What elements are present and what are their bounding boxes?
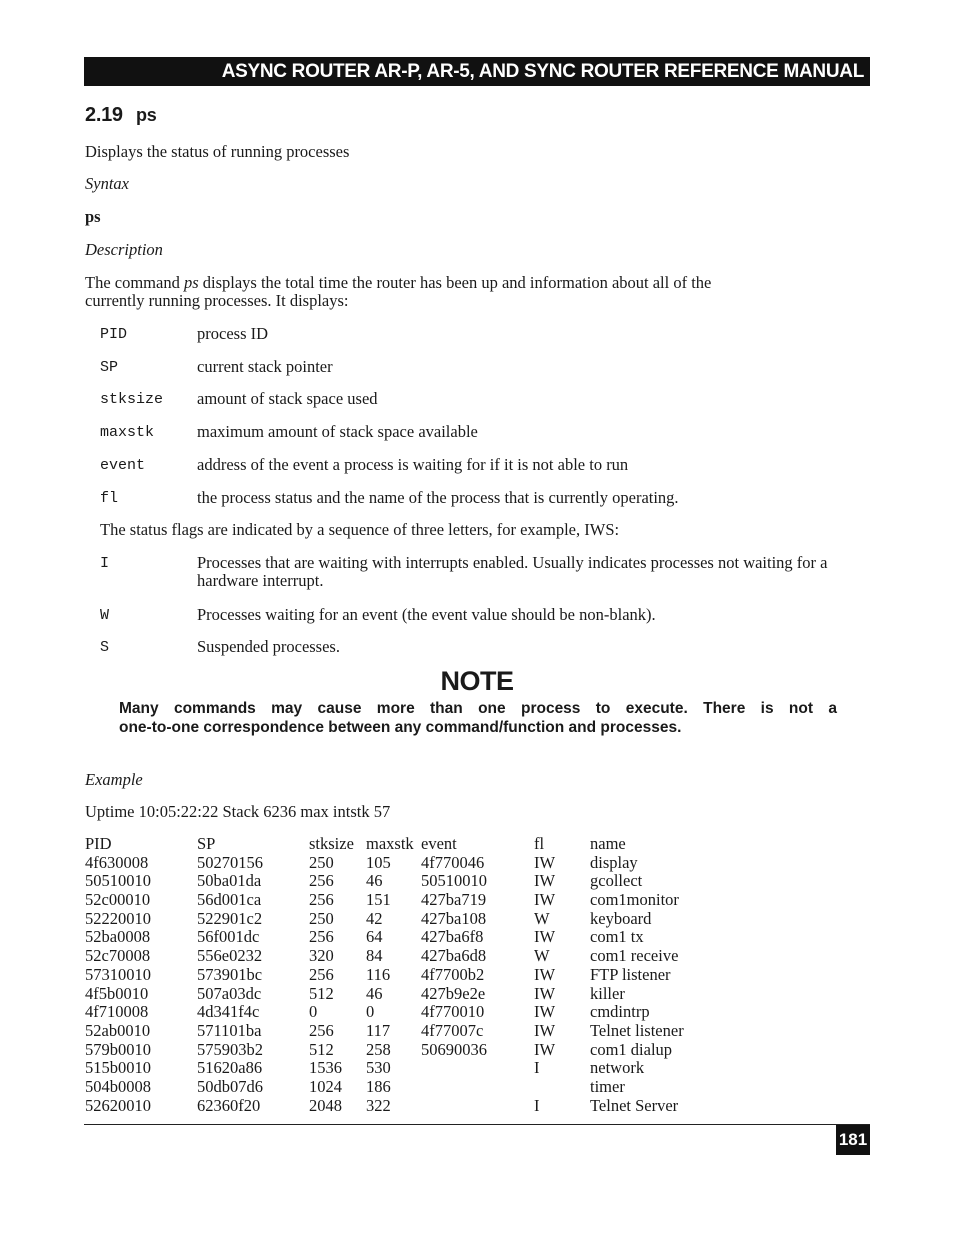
footer-rule [84,1124,870,1125]
section-number: 2.19 [85,104,123,126]
table-cell: IW [534,927,556,947]
col-header: fl [534,834,545,853]
table-cell: 0 [309,1002,318,1022]
table-cell: 515b0010 [85,1058,151,1078]
page-number [836,1125,870,1155]
table-cell: network [590,1058,645,1078]
table-cell: 2048 [309,1095,342,1115]
table-cell: IW [534,983,556,1003]
table-cell: I [534,1095,540,1115]
table-cell: 64 [366,927,383,947]
field-desc: the process status and the name of the process that is currently operating. [197,488,679,507]
table-cell: 62360f20 [197,1095,261,1115]
table-cell: 151 [366,890,391,910]
flag-desc: Processes that are waiting with interrupts enabled. Usually indicates processes not waiting for a hardware interrupt. [197,553,828,590]
table-cell: 4d341f4c [197,1002,260,1022]
table-cell: 573901bc [197,964,263,984]
table-cell: 186 [366,1076,391,1096]
table-cell: com1 dialup [590,1039,673,1059]
description-paragraph [85,274,875,310]
table-cell: com1 tx [590,927,644,947]
table-cell: 52620010 [85,1095,151,1115]
table-cell: 52c70008 [85,946,151,966]
table-cell: IW [534,1002,556,1022]
table-cell: keyboard [590,908,652,928]
table-cell: 56f001dc [197,927,260,947]
table-cell: 4f5b0010 [85,983,149,1003]
field-desc: address of the event a process is waiting for if it is not able to run [197,455,629,474]
running-header [84,57,870,86]
table-cell: 0 [366,1002,375,1022]
table-cell: IW [534,852,556,872]
description-post: displays the total time the router has been up and information about all of the [198,273,712,292]
table-cell: 530 [366,1058,391,1078]
note-text [119,699,837,737]
flag-desc: Suspended processes. [197,637,340,656]
table-cell: 571101ba [197,1020,262,1040]
section-heading [85,104,156,127]
table-cell: 51620a86 [197,1058,263,1078]
description-label: Description [85,240,163,259]
table-cell: 427ba719 [421,890,487,910]
table-cell: 4f7700b2 [421,964,485,984]
table-cell: 1536 [309,1058,342,1078]
table-cell: 4f770046 [421,852,485,872]
description-cmd: ps [183,273,199,292]
table-cell: 427ba108 [421,908,487,928]
col-header: PID [85,834,112,853]
table-cell: 42 [366,908,383,928]
field-term: event [100,457,146,474]
table-cell: 52220010 [85,908,151,928]
table-cell: 46 [366,983,383,1003]
table-cell: 322 [366,1095,391,1115]
table-cell: IW [534,964,556,984]
table-cell: 4f630008 [85,852,149,872]
table-cell: 4f710008 [85,1002,149,1022]
note-line2: one-to-one correspondence between any command/function and processes. [119,719,682,736]
table-cell: 512 [309,983,334,1003]
field-term: PID [100,326,128,343]
flag-term: I [100,555,110,572]
col-header: event [421,834,457,853]
table-cell: 46 [366,871,383,891]
table-cell: 52c00010 [85,890,151,910]
table-cell: 105 [366,852,391,872]
table-cell: gcollect [590,871,643,891]
table-cell: 4f770010 [421,1002,485,1022]
table-cell: 256 [309,964,334,984]
field-desc: maximum amount of stack space available [197,422,478,441]
table-cell: 575903b2 [197,1039,263,1059]
flag-desc: Processes waiting for an event (the event value should be non-blank). [197,605,656,624]
table-cell: 556e0232 [197,946,263,966]
table-cell: 52ab0010 [85,1020,151,1040]
table-cell: com1 receive [590,946,679,966]
table-cell: IW [534,1039,556,1059]
uptime-line: Uptime 10:05:22:22 Stack 6236 max intstk 57 [85,802,391,821]
col-header: name [590,834,626,853]
table-cell: 256 [309,871,334,891]
manual-title: ASYNC ROUTER AR-P, AR-5, AND SYNC ROUTER REFERENCE MANUAL [221,60,864,82]
flag-term: S [100,639,110,656]
note-line1: Many commands may cause more than one process to execute. There is not a [119,700,837,717]
table-cell: FTP listener [590,964,671,984]
table-cell: 256 [309,1020,334,1040]
table-cell: 50db07d6 [197,1076,263,1096]
table-cell: 50ba01da [197,871,262,891]
note-title: NOTE [440,666,514,696]
table-cell: timer [590,1076,625,1096]
table-cell: 258 [366,1039,391,1059]
table-cell: com1monitor [590,890,679,910]
table-cell: 116 [366,964,391,984]
table-cell: 50270156 [197,852,263,872]
table-cell: 427ba6f8 [421,927,484,947]
table-cell: 50690036 [421,1039,487,1059]
col-header: SP [197,834,216,853]
table-cell: Telnet listener [590,1020,684,1040]
table-cell: 522901c2 [197,908,263,928]
field-desc: amount of stack space used [197,389,378,408]
table-cell: 507a03dc [197,983,262,1003]
table-cell: 579b0010 [85,1039,151,1059]
field-desc: process ID [197,324,269,343]
field-term: maxstk [100,424,155,441]
table-cell: 50510010 [85,871,151,891]
table-cell: 4f77007c [421,1020,484,1040]
field-term: fl [100,490,119,507]
table-cell: cmdintrp [590,1002,650,1022]
table-cell: 320 [309,946,334,966]
table-cell: 427ba6d8 [421,946,487,966]
table-cell: 250 [309,908,334,928]
table-cell: 504b0008 [85,1076,151,1096]
table-cell: 117 [366,1020,391,1040]
description-pre: The command [85,273,184,292]
page-number-label: 181 [838,1130,868,1149]
syntax-command: ps [85,207,101,226]
table-cell: 512 [309,1039,334,1059]
table-cell: 250 [309,852,334,872]
flag-term: W [100,607,110,624]
table-cell: 256 [309,890,334,910]
flags-intro: The status flags are indicated by a sequence of three letters, for example, IWS: [100,520,620,539]
table-cell: 427b9e2e [421,983,486,1003]
table-cell: W [534,946,550,966]
example-label: Example [85,770,143,789]
table-cell: 256 [309,927,334,947]
description-line2: currently running processes. It displays: [85,291,349,310]
col-header: stksize [309,834,354,853]
table-cell: 52ba0008 [85,927,151,947]
field-term: stksize [100,391,164,408]
field-term: SP [100,359,119,376]
syntax-label: Syntax [85,174,129,193]
table-cell: 1024 [309,1076,342,1096]
table-cell: 56d001ca [197,890,262,910]
table-cell: I [534,1058,540,1078]
intro-text: Displays the status of running processes [85,142,350,161]
table-cell: display [590,852,638,872]
table-cell: IW [534,1020,556,1040]
table-cell: Telnet Server [590,1095,679,1115]
table-cell: IW [534,871,556,891]
col-header: maxstk [366,834,414,853]
section-command: ps [136,105,157,125]
table-cell: killer [590,983,625,1003]
table-cell: 57310010 [85,964,151,984]
table-cell: 50510010 [421,871,487,891]
field-desc: current stack pointer [197,357,333,376]
table-cell: IW [534,890,556,910]
table-cell: 84 [366,946,383,966]
table-cell: W [534,908,550,928]
